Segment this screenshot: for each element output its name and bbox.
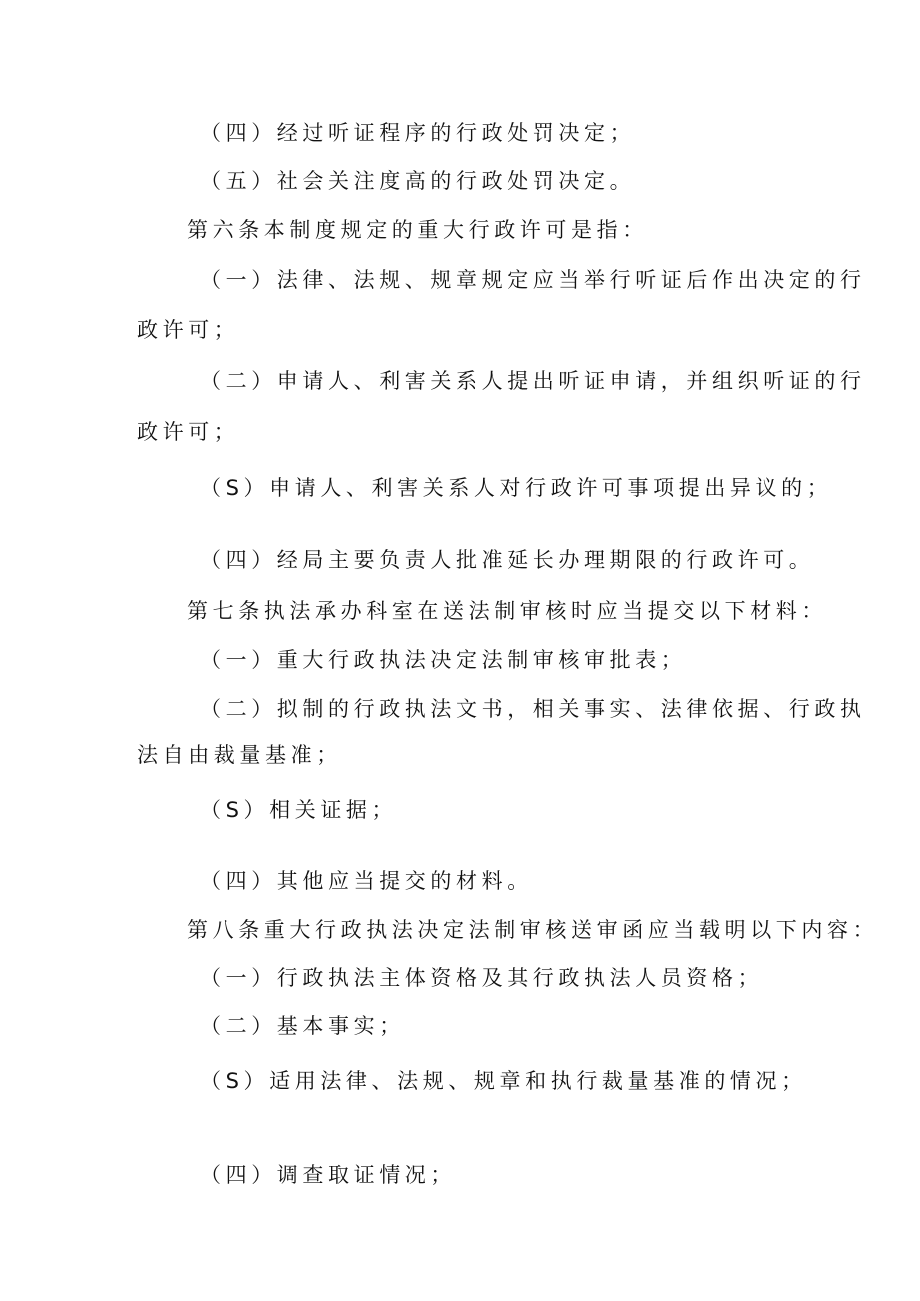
article-7-heading: 第七条执法承办科室在送法制审核时应当提交以下材料： [187,599,827,623]
item-4-hearing-penalty: （四）经过听证程序的行政处罚决定； [200,121,636,145]
article-7-item-1: （一）重大行政执法决定法制审核审批表； [200,648,687,672]
item-5-public-concern-penalty: （五）社会关注度高的行政处罚决定。 [200,169,636,193]
article-6-item-2-cont: 政许可； [137,420,240,444]
article-7-item-2-cont: 法自由裁量基准； [137,743,342,767]
article-8-item-3: （S）适用法律、法规、规章和执行裁量基准的情况； [200,1069,807,1093]
article-6-item-3: （S）申请人、利害关系人对行政许可事项提出异议的； [200,476,833,500]
article-6-item-1: （一）法律、法规、规章规定应当举行听证后作出决定的行 [200,268,866,292]
article-8-heading: 第八条重大行政执法决定法制审核送审函应当载明以下内容： [187,918,879,942]
article-8-item-2: （二）基本事实； [200,1014,405,1038]
article-7-item-2: （二）拟制的行政执法文书，相关事实、法律依据、行政执 [200,697,866,721]
article-8-item-4: （四）调查取证情况； [200,1163,456,1187]
article-8-item-1: （一）行政执法主体资格及其行政执法人员资格； [200,966,764,990]
article-6-heading: 第六条本制度规定的重大行政许可是指： [187,218,648,242]
article-6-item-2: （二）申请人、利害关系人提出听证申请，并组织听证的行 [200,369,866,393]
article-6-item-4: （四）经局主要负责人批准延长办理期限的行政许可。 [200,548,815,572]
article-7-item-4: （四）其他应当提交的材料。 [200,869,533,893]
article-7-item-3: （S）相关证据； [200,798,398,822]
article-6-item-1-cont: 政许可； [137,318,240,342]
